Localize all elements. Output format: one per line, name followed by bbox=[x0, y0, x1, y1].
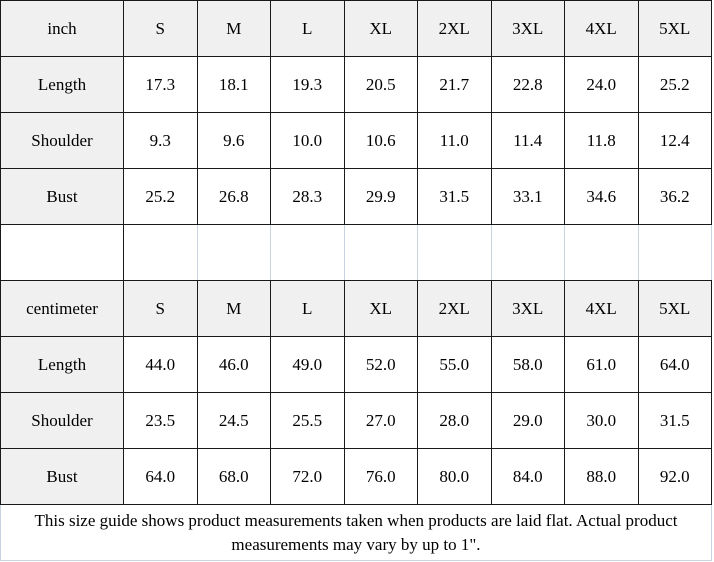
footer-note-line-2: measurements may vary by up to 1". bbox=[231, 534, 481, 554]
spacer-cell bbox=[197, 225, 271, 281]
unit-label-cell-centimeter: centimeter bbox=[1, 281, 124, 337]
value-cell: 84.0 bbox=[491, 449, 565, 505]
value-cell: 20.5 bbox=[344, 57, 418, 113]
value-cell: 76.0 bbox=[344, 449, 418, 505]
value-cell: 36.2 bbox=[638, 169, 712, 225]
size-header-cell: M bbox=[197, 1, 271, 57]
size-header-cell: 2XL bbox=[418, 1, 492, 57]
size-header-row-inch bbox=[1, 1, 712, 57]
size-header-cell: XL bbox=[344, 1, 418, 57]
size-header-cell: 3XL bbox=[491, 1, 565, 57]
value-cell: 46.0 bbox=[197, 337, 271, 393]
row-label-cell: Bust bbox=[1, 169, 124, 225]
size-header-cell: L bbox=[271, 281, 345, 337]
value-cell: 92.0 bbox=[638, 449, 712, 505]
spacer-cell bbox=[124, 225, 198, 281]
value-cell: 24.5 bbox=[197, 393, 271, 449]
value-cell: 52.0 bbox=[344, 337, 418, 393]
value-cell: 58.0 bbox=[491, 337, 565, 393]
value-cell: 17.3 bbox=[124, 57, 198, 113]
value-cell: 80.0 bbox=[418, 449, 492, 505]
measurement-row-shoulder-inch bbox=[1, 113, 712, 169]
row-label-cell: Length bbox=[1, 57, 124, 113]
value-cell: 29.9 bbox=[344, 169, 418, 225]
value-cell: 61.0 bbox=[565, 337, 639, 393]
size-header-cell: S bbox=[124, 1, 198, 57]
spacer-cell bbox=[565, 225, 639, 281]
value-cell: 44.0 bbox=[124, 337, 198, 393]
measurement-row-bust-centimeter bbox=[1, 449, 712, 505]
value-cell: 25.2 bbox=[638, 57, 712, 113]
value-cell: 10.0 bbox=[271, 113, 345, 169]
value-cell: 31.5 bbox=[638, 393, 712, 449]
size-table-body bbox=[1, 1, 712, 505]
size-header-cell: M bbox=[197, 281, 271, 337]
value-cell: 9.3 bbox=[124, 113, 198, 169]
size-header-cell: 5XL bbox=[638, 281, 712, 337]
measurement-row-length-inch bbox=[1, 57, 712, 113]
size-header-cell: 4XL bbox=[565, 1, 639, 57]
size-header-cell: XL bbox=[344, 281, 418, 337]
spacer-cell bbox=[418, 225, 492, 281]
value-cell: 21.7 bbox=[418, 57, 492, 113]
value-cell: 88.0 bbox=[565, 449, 639, 505]
value-cell: 27.0 bbox=[344, 393, 418, 449]
row-label-cell: Shoulder bbox=[1, 393, 124, 449]
value-cell: 11.0 bbox=[418, 113, 492, 169]
value-cell: 72.0 bbox=[271, 449, 345, 505]
value-cell: 11.8 bbox=[565, 113, 639, 169]
footer-note bbox=[0, 505, 712, 561]
value-cell: 26.8 bbox=[197, 169, 271, 225]
size-header-cell: 3XL bbox=[491, 281, 565, 337]
value-cell: 33.1 bbox=[491, 169, 565, 225]
value-cell: 22.8 bbox=[491, 57, 565, 113]
footer-note-line-1: This size guide shows product measurements taken when products are laid flat. Actual product bbox=[34, 510, 678, 530]
spacer-cell bbox=[1, 225, 124, 281]
value-cell: 34.6 bbox=[565, 169, 639, 225]
value-cell: 29.0 bbox=[491, 393, 565, 449]
value-cell: 9.6 bbox=[197, 113, 271, 169]
spacer-cell bbox=[344, 225, 418, 281]
measurement-row-bust-inch bbox=[1, 169, 712, 225]
value-cell: 64.0 bbox=[124, 449, 198, 505]
size-header-cell: 4XL bbox=[565, 281, 639, 337]
row-label-cell: Bust bbox=[1, 449, 124, 505]
measurement-row-length-centimeter bbox=[1, 337, 712, 393]
spacer-row bbox=[1, 225, 712, 281]
value-cell: 24.0 bbox=[565, 57, 639, 113]
value-cell: 31.5 bbox=[418, 169, 492, 225]
row-label-cell: Shoulder bbox=[1, 113, 124, 169]
value-cell: 23.5 bbox=[124, 393, 198, 449]
value-cell: 28.0 bbox=[418, 393, 492, 449]
row-label-cell: Length bbox=[1, 337, 124, 393]
value-cell: 64.0 bbox=[638, 337, 712, 393]
value-cell: 55.0 bbox=[418, 337, 492, 393]
value-cell: 18.1 bbox=[197, 57, 271, 113]
value-cell: 10.6 bbox=[344, 113, 418, 169]
spacer-cell bbox=[271, 225, 345, 281]
value-cell: 30.0 bbox=[565, 393, 639, 449]
value-cell: 19.3 bbox=[271, 57, 345, 113]
value-cell: 68.0 bbox=[197, 449, 271, 505]
size-header-cell: 2XL bbox=[418, 281, 492, 337]
unit-label-cell-inch: inch bbox=[1, 1, 124, 57]
size-header-cell: 5XL bbox=[638, 1, 712, 57]
size-header-cell: S bbox=[124, 281, 198, 337]
size-header-row-centimeter bbox=[1, 281, 712, 337]
value-cell: 49.0 bbox=[271, 337, 345, 393]
value-cell: 12.4 bbox=[638, 113, 712, 169]
value-cell: 25.2 bbox=[124, 169, 198, 225]
value-cell: 28.3 bbox=[271, 169, 345, 225]
value-cell: 11.4 bbox=[491, 113, 565, 169]
size-header-cell: L bbox=[271, 1, 345, 57]
spacer-cell bbox=[638, 225, 712, 281]
spacer-cell bbox=[491, 225, 565, 281]
measurement-row-shoulder-centimeter bbox=[1, 393, 712, 449]
value-cell: 25.5 bbox=[271, 393, 345, 449]
